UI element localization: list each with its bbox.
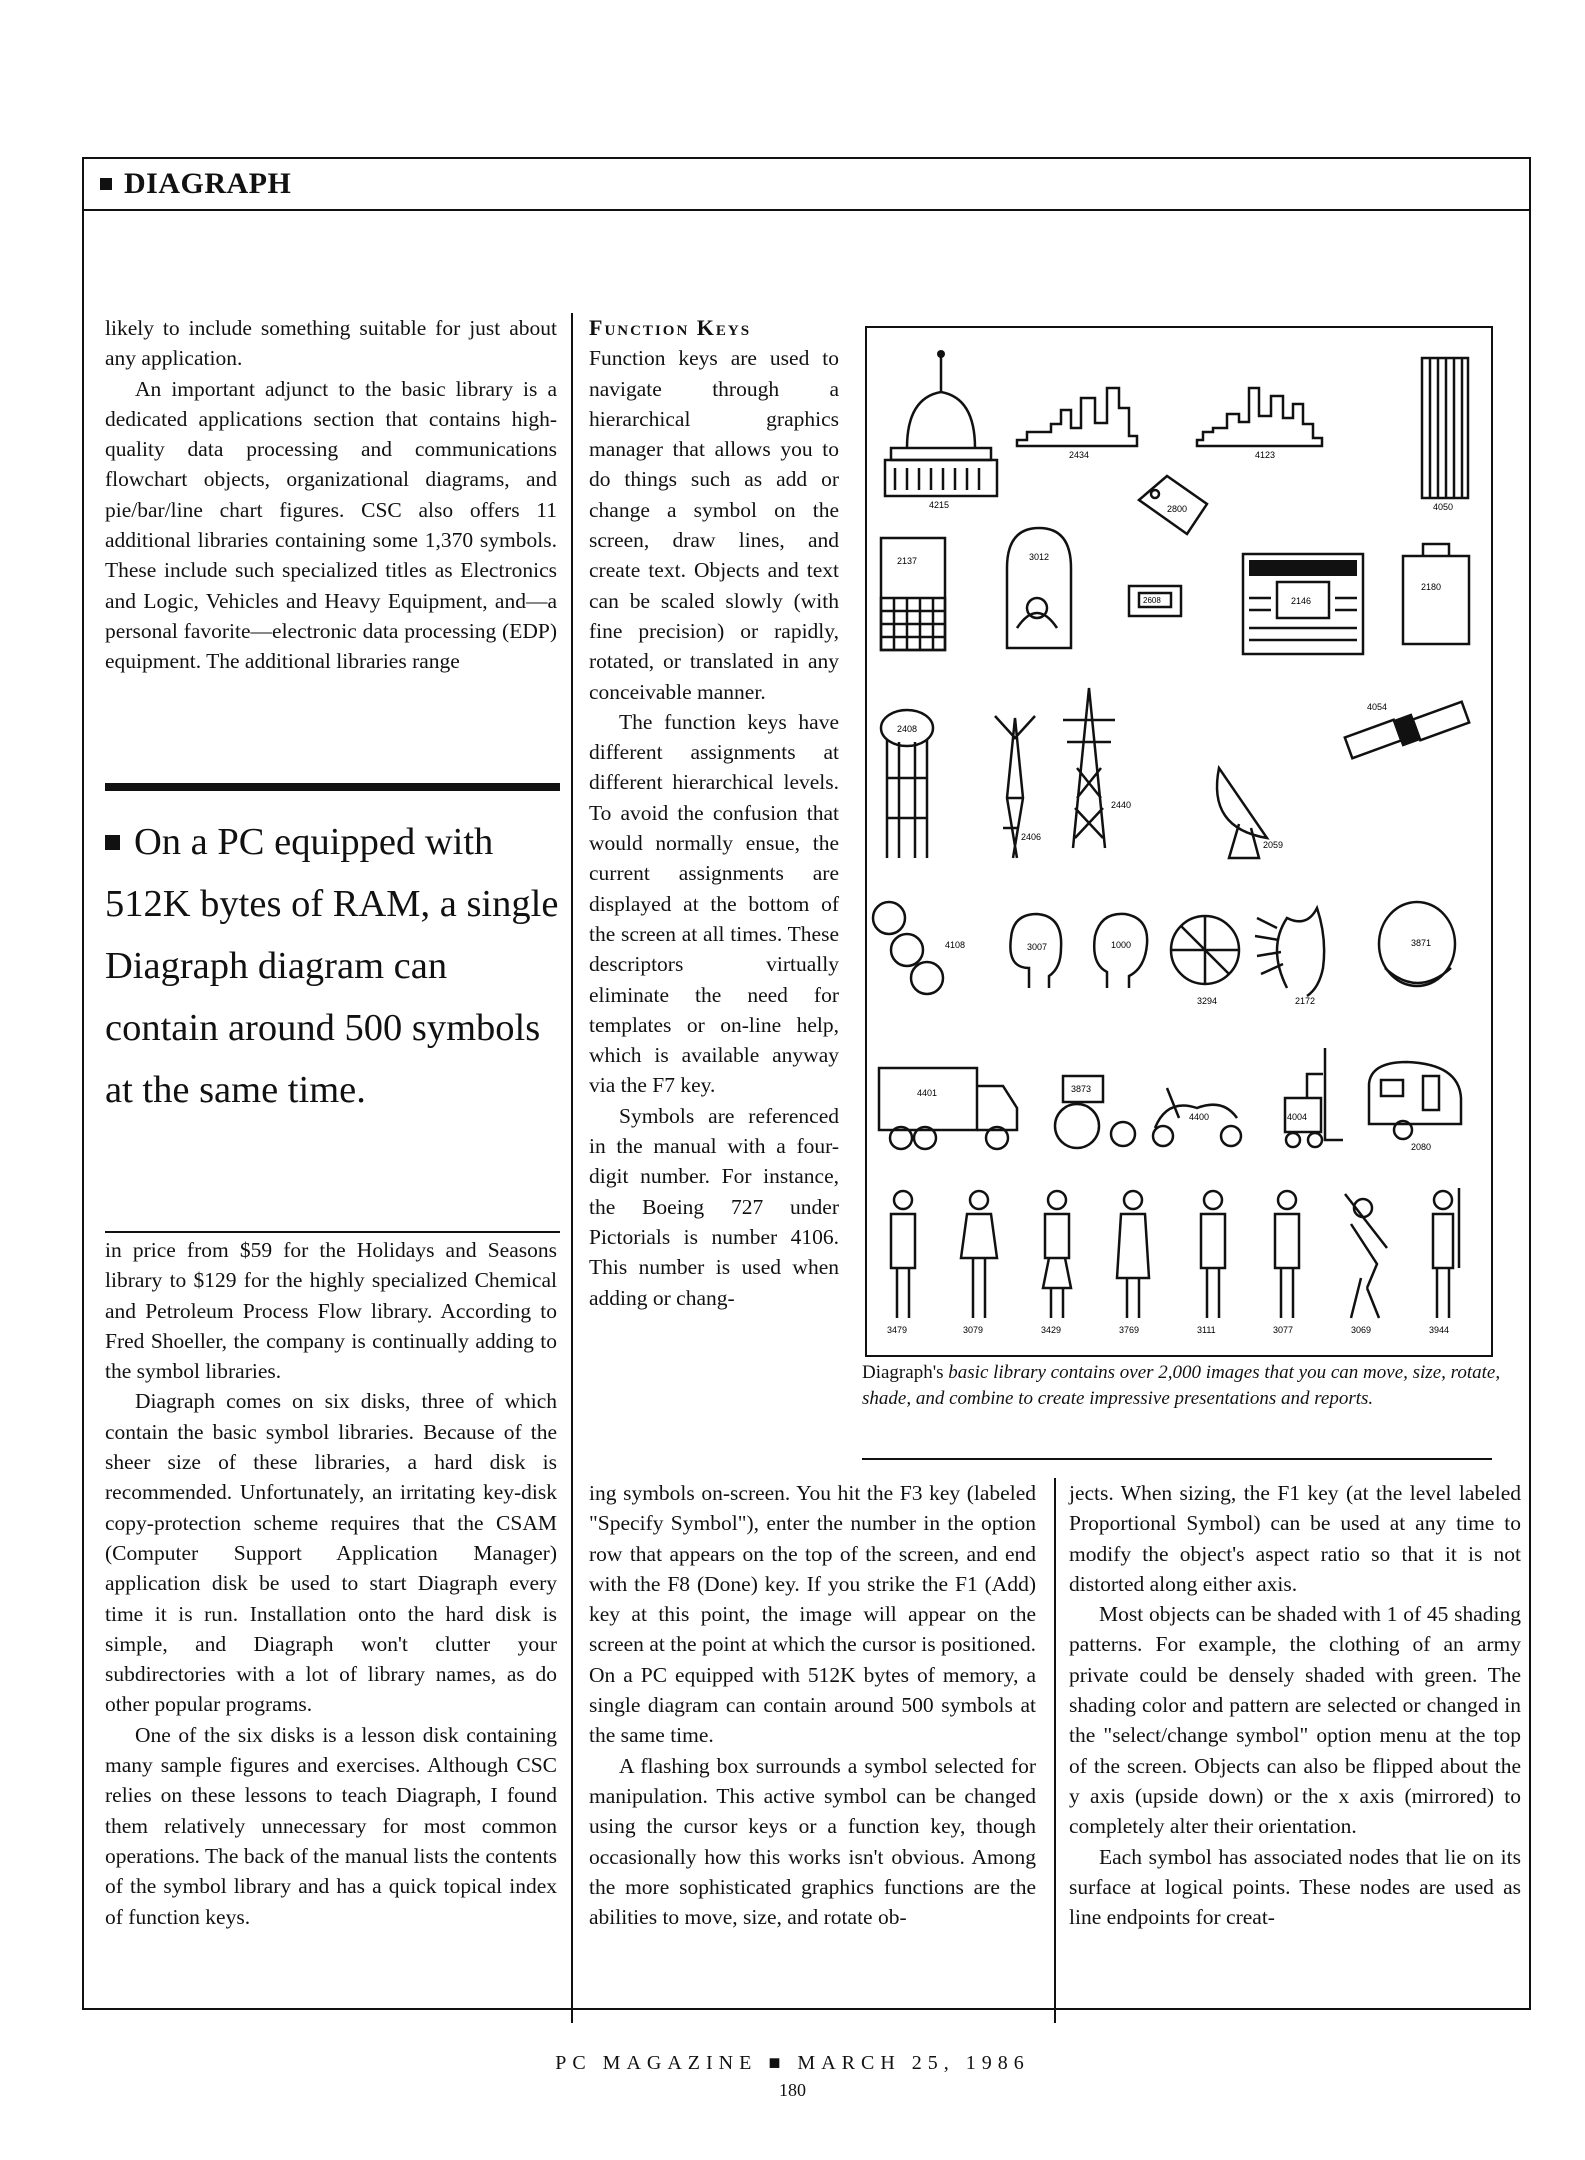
- paragraph: jects. When sizing, the F1 key (at the level labeled Proportional Symbol) can be used at any time to modify the object's aspect ratio so that it is not distorted along either axis.: [1069, 1481, 1521, 1596]
- caption-divider: [862, 1458, 1492, 1460]
- symbol-number: 3871: [1411, 938, 1432, 948]
- capitol-building-icon: [885, 350, 997, 510]
- paragraph: One of the six disks is a lesson disk containing many sample figures and exercises. Although CSC relies on these lessons to teach Diagraph, I found them relatively unnecessary for most common operations. The back of the manual lists the contents of the symbol library and has a quick topical index of function keys.: [105, 1722, 557, 1929]
- symbol-number: 2408: [897, 724, 918, 734]
- people-figures-icon: [887, 1188, 1459, 1335]
- symbol-number: 3294: [1197, 996, 1218, 1006]
- caption-text: basic library contains over 2,000 images that you can move, size, rotate, shade, and combine to create impressive presentations and reports.: [862, 1362, 1501, 1409]
- symbol-number: 2440: [1111, 800, 1132, 810]
- helmet-head-icon: [1379, 902, 1455, 986]
- paragraph: ing symbols on-screen. You hit the F3 key (labeled "Specify Symbol"), enter the number in the option row that appears on the top of the screen, and end with the F8 (Done) key. If you strike the F1 (Add) key at this point, the image will appear on the screen at the point at which the cursor is positioned. On a PC equipped with 512K bytes of memory, a single diagram can contain around 500 symbols at the same time.: [589, 1481, 1036, 1748]
- forklift-icon: [1285, 1048, 1343, 1147]
- truck-icon: [879, 1068, 1017, 1149]
- symbol-number: 4401: [917, 1088, 938, 1098]
- paragraph: The function keys have different assignments at different hierarchical levels. To avoid the confusion that would normally ensue, the current assignments are displayed at the bottom of the screen at all times. These descriptors virtually eliminate the need for templates or on-line help, which is available anyway via the F7 key.: [589, 709, 839, 1098]
- symbol-number: 2608: [1143, 596, 1161, 605]
- symbol-number: 2059: [1263, 840, 1284, 850]
- clip-art-grid: [867, 328, 1487, 1351]
- section-header: [84, 159, 1529, 211]
- symbol-number: 2172: [1295, 996, 1316, 1006]
- symbol-number: 2146: [1291, 596, 1312, 606]
- camper-trailer-icon: [1369, 1062, 1461, 1152]
- paragraph: in price from $59 for the Holidays and Seasons library to $129 for the highly specialized Chemical and Petroleum Process Flow library. According to Fred Shoeller, the company is continually adding to the symbol libraries.: [105, 1238, 557, 1384]
- skyline-icon: [1017, 388, 1137, 460]
- column-divider: [1054, 1478, 1056, 2023]
- left-column-bottom: [105, 1235, 557, 1932]
- console-icon: [1243, 554, 1363, 654]
- bullet-square-icon: [100, 178, 112, 190]
- water-tower-icon: [881, 710, 933, 858]
- paragraph: An important adjunct to the basic library is a dedicated applications section that contains high-quality data processing and communications flowchart objects, organizational diagrams, and pie/bar/line chart figures. CSC also offers 11 additional libraries containing some 1,370 symbols. These include such specialized titles as Electronics and Logic, Vehicles and Heavy Equipment, and—a personal favorite—electronic data processing (EDP) equipment. The additional libraries range: [105, 376, 557, 674]
- price-tag-icon: [1139, 476, 1207, 534]
- satellite-dish-icon: [1217, 768, 1283, 858]
- symbol-number: 4054: [1367, 702, 1388, 712]
- calendar-icon: [881, 538, 945, 650]
- pull-quote: [105, 783, 560, 1233]
- paragraph: Diagraph comes on six disks, three of which contain the basic symbol libraries. Because of the sheer size of these libraries, a hard disk is recommended. Unfortunately, an irritating key-disk copy-protection scheme requires that the CSAM (Computer Support Application Manager) application disk be used to start Diagraph every time it is run. Installation onto the hard disk is simple, and Diagraph won't clutter your subdirectories with a lot of library names, as do other popular programs.: [105, 1389, 557, 1717]
- symbol-number: 2080: [1411, 1142, 1432, 1152]
- symbol-number: 2434: [1069, 450, 1090, 460]
- left-column-top: [105, 313, 557, 677]
- symbol-number: 3111: [1197, 1325, 1216, 1335]
- paragraph: likely to include something suitable for just about any application.: [105, 316, 557, 371]
- paragraph: Most objects can be shaded with 1 of 45 shading patterns. For example, the clothing of an army private could be densely shaded with green. The shading color and pattern are selected or changed in the "select/change symbol" option menu at the top of the screen. Objects can also be flipped about the y axis (upside down) or the x axis (mirrored) to completely alter their orientation.: [1069, 1602, 1521, 1839]
- symbol-number: 4004: [1287, 1112, 1308, 1122]
- symbol-number: 3077: [1273, 1325, 1294, 1335]
- symbol-number: 3873: [1071, 1084, 1092, 1094]
- bullet-square-icon: [105, 835, 120, 850]
- heads-group-icon: [873, 902, 965, 994]
- motor-scooter-icon: [1153, 1088, 1241, 1146]
- satellite-icon: [1345, 702, 1469, 758]
- symbol-number: 3012: [1029, 552, 1050, 562]
- bottom-right-column: [1069, 1478, 1521, 1932]
- middle-column: [589, 313, 839, 1313]
- chief-headdress-icon: [1255, 908, 1324, 1006]
- bottom-middle-column: [589, 1478, 1036, 1932]
- symbol-library-figure: [865, 326, 1493, 1357]
- tractor-icon: [1055, 1076, 1135, 1148]
- cassette-tape-icon: [1129, 586, 1181, 616]
- briefcase-icon: [1403, 544, 1469, 644]
- symbol-number: 3069: [1351, 1325, 1372, 1335]
- radio-antenna-icon: [995, 716, 1041, 858]
- paragraph: Symbols are referenced in the manual with a four-digit number. For instance, the Boeing 727 under Pictorials is number 4106. This number is used when adding or chang-: [589, 1103, 839, 1310]
- symbol-number: 2406: [1021, 832, 1042, 842]
- symbol-number: 3429: [1041, 1325, 1062, 1335]
- column-divider: [571, 313, 573, 2023]
- symbol-number: 1000: [1111, 940, 1132, 950]
- symbol-number: 4108: [945, 940, 966, 950]
- power-pylon-icon: [1063, 688, 1131, 848]
- section-title: DIAGRAPH: [124, 167, 292, 200]
- symbol-number: 3479: [887, 1325, 908, 1335]
- symbol-number: 4215: [929, 500, 950, 510]
- skyline-icon: [1197, 388, 1322, 460]
- symbol-number: 3944: [1429, 1325, 1450, 1335]
- pull-quote-text: On a PC equipped with 512K bytes of RAM, a single Diagraph diagram can contain around 500 symbols at the same time.: [105, 821, 559, 1111]
- paragraph: A flashing box surrounds a symbol selected for manipulation. This active symbol can be changed using the cursor keys or a function key, though occasionally how this works isn't obvious. Among the more sophisticated graphics functions are the abilities to move, size, and rotate ob-: [589, 1753, 1036, 1930]
- caption-product-name: Diagraph's: [862, 1362, 944, 1383]
- symbol-number: 4400: [1189, 1112, 1210, 1122]
- symbol-number: 2800: [1167, 504, 1188, 514]
- symbol-number: 3007: [1027, 942, 1048, 952]
- figure-caption: [862, 1360, 1502, 1412]
- section-heading: Function Keys: [589, 315, 752, 340]
- profile-head-icon: [1010, 914, 1061, 988]
- symbol-number: 4123: [1255, 450, 1276, 460]
- office-tower-icon: [1422, 358, 1468, 512]
- symbol-number: 4050: [1433, 502, 1454, 512]
- symbol-number: 3769: [1119, 1325, 1140, 1335]
- symbol-number: 3079: [963, 1325, 984, 1335]
- paragraph: Each symbol has associated nodes that lie on its surface at logical points. These nodes are used as line endpoints for creat-: [1069, 1844, 1521, 1930]
- page-number: 180: [779, 2080, 806, 2100]
- symbol-number: 2137: [897, 556, 918, 566]
- telephone-booth-icon: [1007, 528, 1071, 648]
- paragraph: Function keys are used to navigate through a hierarchical graphics manager that allows you to do things such as add or change a symbol on the screen, draw lines, and create text. Objects and text can be scaled slowly (with fine precision) or rapidly, rotated, or translated in any conceivable manner.: [589, 346, 839, 704]
- symbol-number: 2180: [1421, 582, 1442, 592]
- profile-head-icon: [1094, 914, 1147, 988]
- magazine-footer: PC MAGAZINE ■ MARCH 25, 1986: [555, 2052, 1030, 2074]
- brain-diagram-icon: [1171, 916, 1239, 1006]
